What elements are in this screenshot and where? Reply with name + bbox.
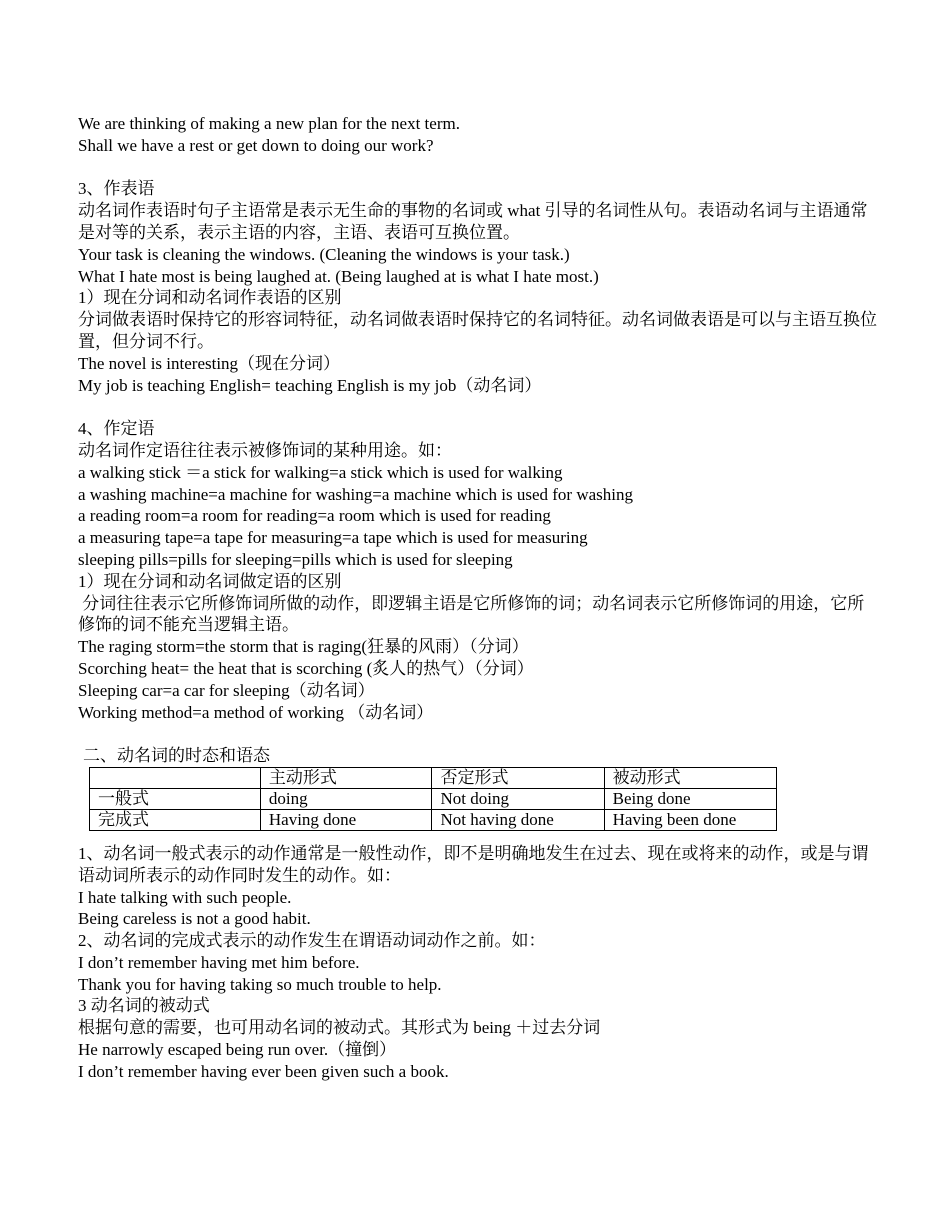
part2-point2-example: Thank you for having taking so much trouble to help. [78, 974, 442, 994]
table-cell: Not having done [432, 809, 604, 830]
part2-point1-example: I hate talking with such people. [78, 887, 292, 907]
part2-point3-example: He narrowly escaped being run over.（撞倒） [78, 1040, 397, 1060]
section4-sub-example: Scorching heat= the heat that is scorching (炙人的热气）（分词） [78, 658, 534, 678]
section3-heading: 3、作表语 [78, 179, 155, 199]
table-cell: Not doing [432, 788, 604, 809]
table-cell: 完成式 [90, 809, 261, 830]
section3-sub-example: My job is teaching English= teaching English is my job（动名词） [78, 375, 542, 395]
section3-sub-paragraph: 分词做表语时保持它的形容词特征，动名词做表语时保持它的名词特征。动名词做表语是可以与主语互换位置，但分词不行。 [78, 310, 877, 351]
part2-heading: 二、动名词的时态和语态 [83, 746, 270, 766]
part2-point3-heading: 3 动名词的被动式 [78, 996, 210, 1016]
table-cell: doing [260, 788, 432, 809]
table-cell: Having been done [604, 809, 776, 830]
section4-example: a washing machine=a machine for washing=a machine which is used for washing [78, 484, 633, 504]
section3-example: Your task is cleaning the windows. (Cleaning the windows is your task.) [78, 244, 570, 264]
section4-sub-example: The raging storm=the storm that is raging(狂暴的风雨）（分词） [78, 637, 529, 657]
table-cell: Being done [604, 788, 776, 809]
part2-point1: 1、动名词一般式表示的动作通常是一般性动作，即不是明确地发生在过去、现在或将来的动作，或是与谓语动词所表示的动作同时发生的动作。如： [78, 843, 869, 885]
section3-paragraph: 动名词作表语时句子主语常是表示无生命的事物的名词或 what 引导的名词性从句。表语动名词与主语通常是对等的关系，表示主语的内容，主语、表语可互换位置。 [78, 201, 868, 242]
spacer [78, 396, 878, 418]
section4-heading: 4、作定语 [78, 419, 155, 439]
section4-sub-example: Sleeping car=a car for sleeping（动名词） [78, 680, 375, 700]
part2-point2-example: I don’t remember having met him before. [78, 952, 360, 972]
table-header-cell: 主动形式 [260, 767, 432, 788]
spacer [78, 831, 878, 843]
table-row [90, 809, 777, 830]
table-cell: 一般式 [90, 788, 261, 809]
table-header-cell: 被动形式 [604, 767, 776, 788]
section3-example: What I hate most is being laughed at. (Being laughed at is what I hate most.) [78, 266, 599, 286]
table-header-cell: 否定形式 [432, 767, 604, 788]
table-row [90, 788, 777, 809]
section4-example: a reading room=a room for reading=a room which is used for reading [78, 506, 551, 526]
tense-voice-table [89, 767, 777, 831]
section3-sub-heading: 1）现在分词和动名词作表语的区别 [78, 288, 342, 308]
part2-point2: 2、动名词的完成式表示的动作发生在谓语动词动作之前。如： [78, 931, 546, 951]
section4-sub-paragraph: 分词往往表示它所修饰词所做的动作，即逻辑主语是它所修饰的词；动名词表示它所修饰词的用途，它所修饰的词不能充当逻辑主语。 [78, 593, 865, 635]
part2-point3: 根据句意的需要，也可用动名词的被动式。其形式为 being ＋过去分词 [78, 1018, 601, 1038]
section4-sub-heading: 1）现在分词和动名词做定语的区别 [78, 571, 342, 591]
table-header-cell [90, 767, 261, 788]
part2-point3-example: I don’t remember having ever been given such a book. [78, 1061, 449, 1081]
spacer [78, 723, 878, 745]
section3-sub-example: The novel is interesting（现在分词） [78, 353, 341, 373]
part2-point1-example: Being careless is not a good habit. [78, 909, 311, 929]
section4-example: a measuring tape=a tape for measuring=a tape which is used for measuring [78, 528, 588, 548]
document-page [78, 113, 878, 1083]
section4-sub-example: Working method=a method of working （动名词） [78, 702, 434, 722]
intro-line: Shall we have a rest or get down to doing our work? [78, 135, 434, 155]
section4-example: a walking stick ＝a stick for walking=a stick which is used for walking [78, 462, 563, 482]
table-cell: Having done [260, 809, 432, 830]
section4-example: sleeping pills=pills for sleeping=pills which is used for sleeping [78, 549, 513, 569]
spacer [78, 157, 878, 179]
table-header-row [90, 767, 777, 788]
section4-intro: 动名词作定语往往表示被修饰词的某种用途。如： [78, 440, 452, 460]
intro-line: We are thinking of making a new plan for the next term. [78, 114, 460, 133]
